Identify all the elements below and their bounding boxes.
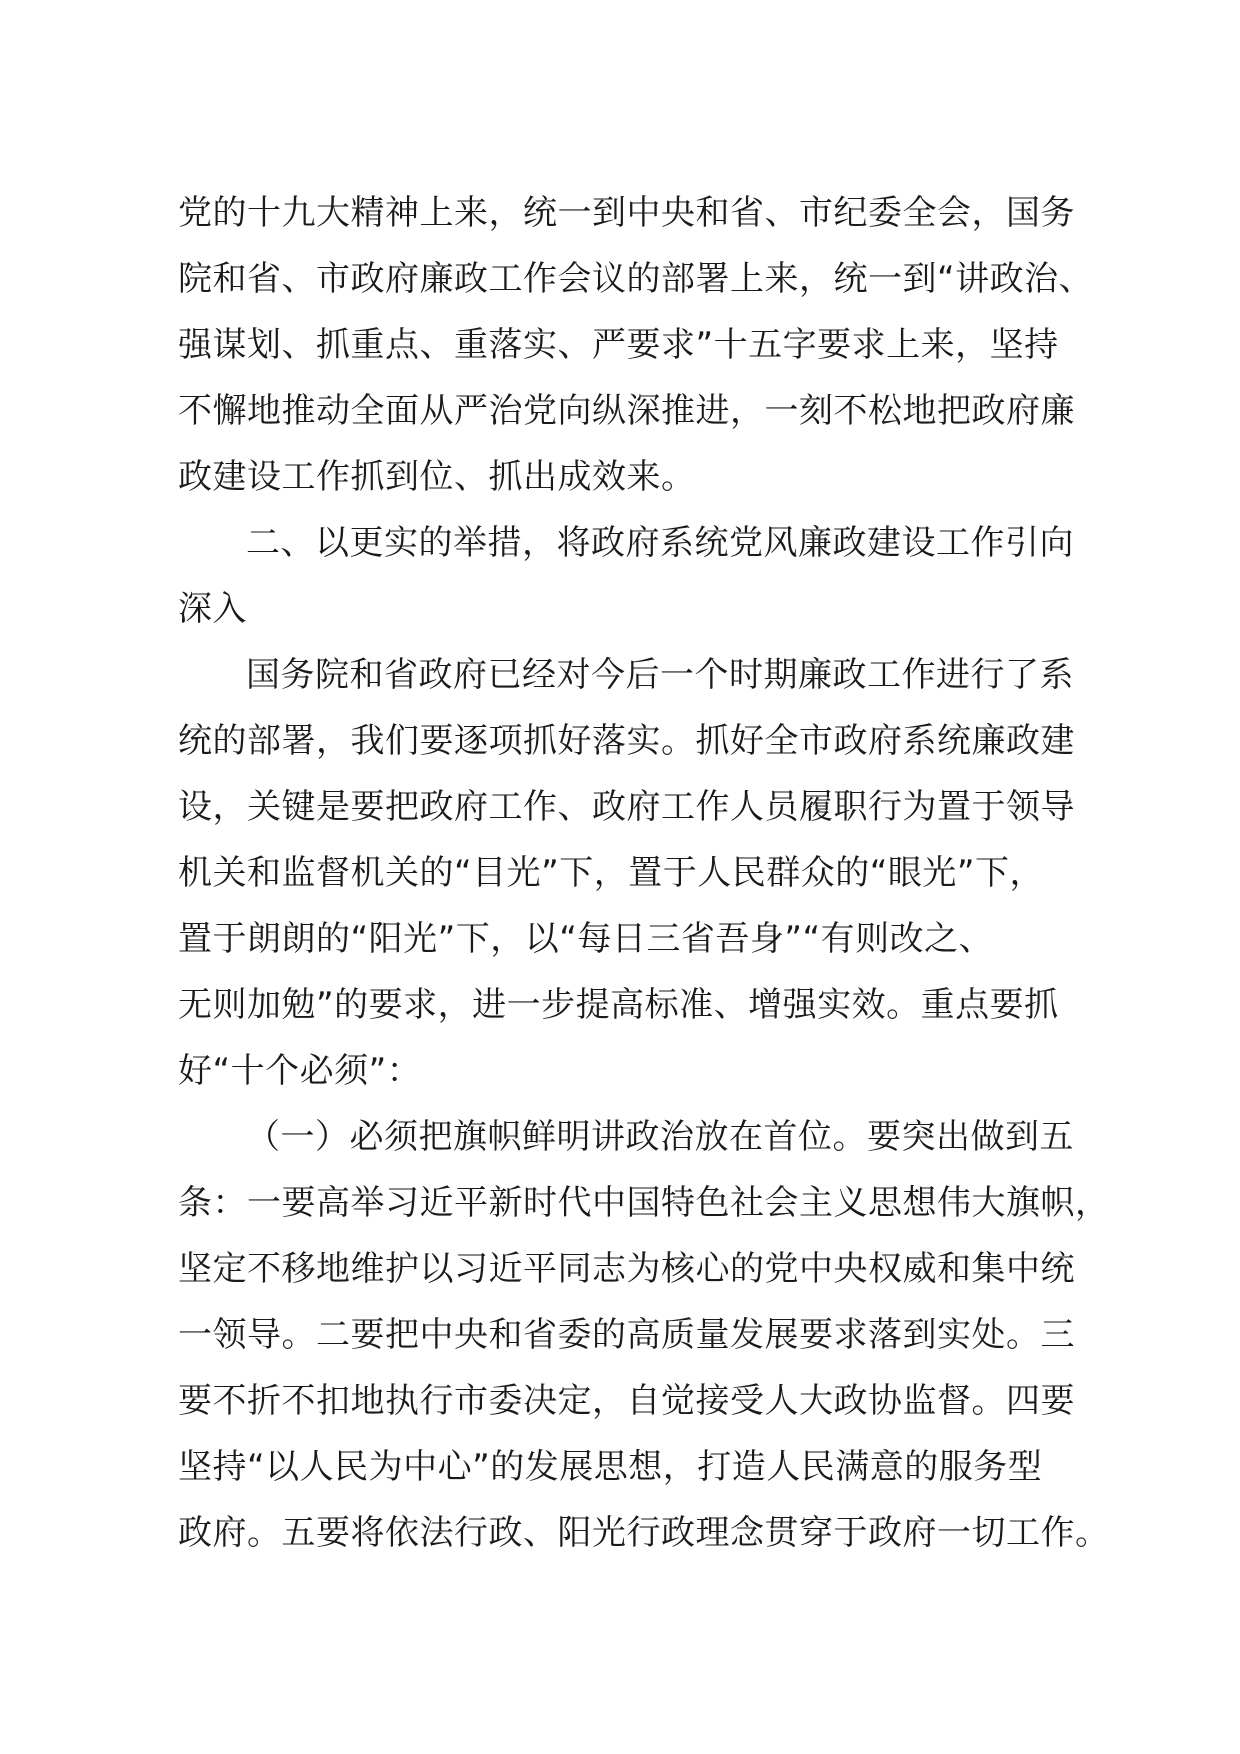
text-line: 好“十个必须”： — [178, 1051, 422, 1091]
text-line: 坚持“以人民为中心”的发展思想，打造人民满意的服务型 — [178, 1447, 1043, 1487]
text-line: 要不折不扣地执行市委决定，自觉接受人大政协监督。四要 — [178, 1381, 1075, 1421]
text-line: 不懈地推动全面从严治党向纵深推进，一刻不松地把政府廉 — [178, 391, 1075, 431]
text-line: 置于朗朗的“阳光”下，以“每日三省吾身”“有则改之、 — [178, 919, 994, 959]
text-line: 条：一要高举习近平新时代中国特色社会主义思想伟大旗帜， — [178, 1183, 1110, 1223]
text-line: 政建设工作抓到位、抓出成效来。 — [178, 457, 696, 497]
text-line: 机关和监督机关的“目光”下，置于人民群众的“眼光”下， — [178, 853, 1044, 893]
text-line: 一领导。二要把中央和省委的高质量发展要求落到实处。三 — [178, 1315, 1075, 1355]
section-heading: 二、以更实的举措，将政府系统党风廉政建设工作引向 — [246, 523, 1074, 563]
text-line: 统的部署，我们要逐项抓好落实。抓好全市政府系统廉政建 — [178, 721, 1075, 761]
text-line: 院和省、市政府廉政工作会议的部署上来，统一到“讲政治、 — [178, 259, 1094, 299]
text-line: 政府。五要将依法行政、阳光行政理念贯穿于政府一切工作。 — [178, 1513, 1110, 1553]
text-line: 强谋划、抓重点、重落实、严要求”十五字要求上来，坚持 — [178, 325, 1059, 365]
document-body — [178, 180, 1110, 1566]
text-line: 设，关键是要把政府工作、政府工作人员履职行为置于领导 — [178, 787, 1075, 827]
text-line: 无则加勉”的要求，进一步提高标准、增强实效。重点要抓 — [178, 985, 1059, 1025]
subsection-start: （一）必须把旗帜鲜明讲政治放在首位。要突出做到五 — [246, 1117, 1074, 1157]
text-line: 坚定不移地维护以习近平同志为核心的党中央权威和集中统 — [178, 1249, 1075, 1289]
paragraph-start: 国务院和省政府已经对今后一个时期廉政工作进行了系 — [246, 655, 1074, 695]
text-line: 党的十九大精神上来，统一到中央和省、市纪委全会，国务 — [178, 193, 1075, 233]
section-heading-continuation: 深入 — [178, 589, 247, 629]
